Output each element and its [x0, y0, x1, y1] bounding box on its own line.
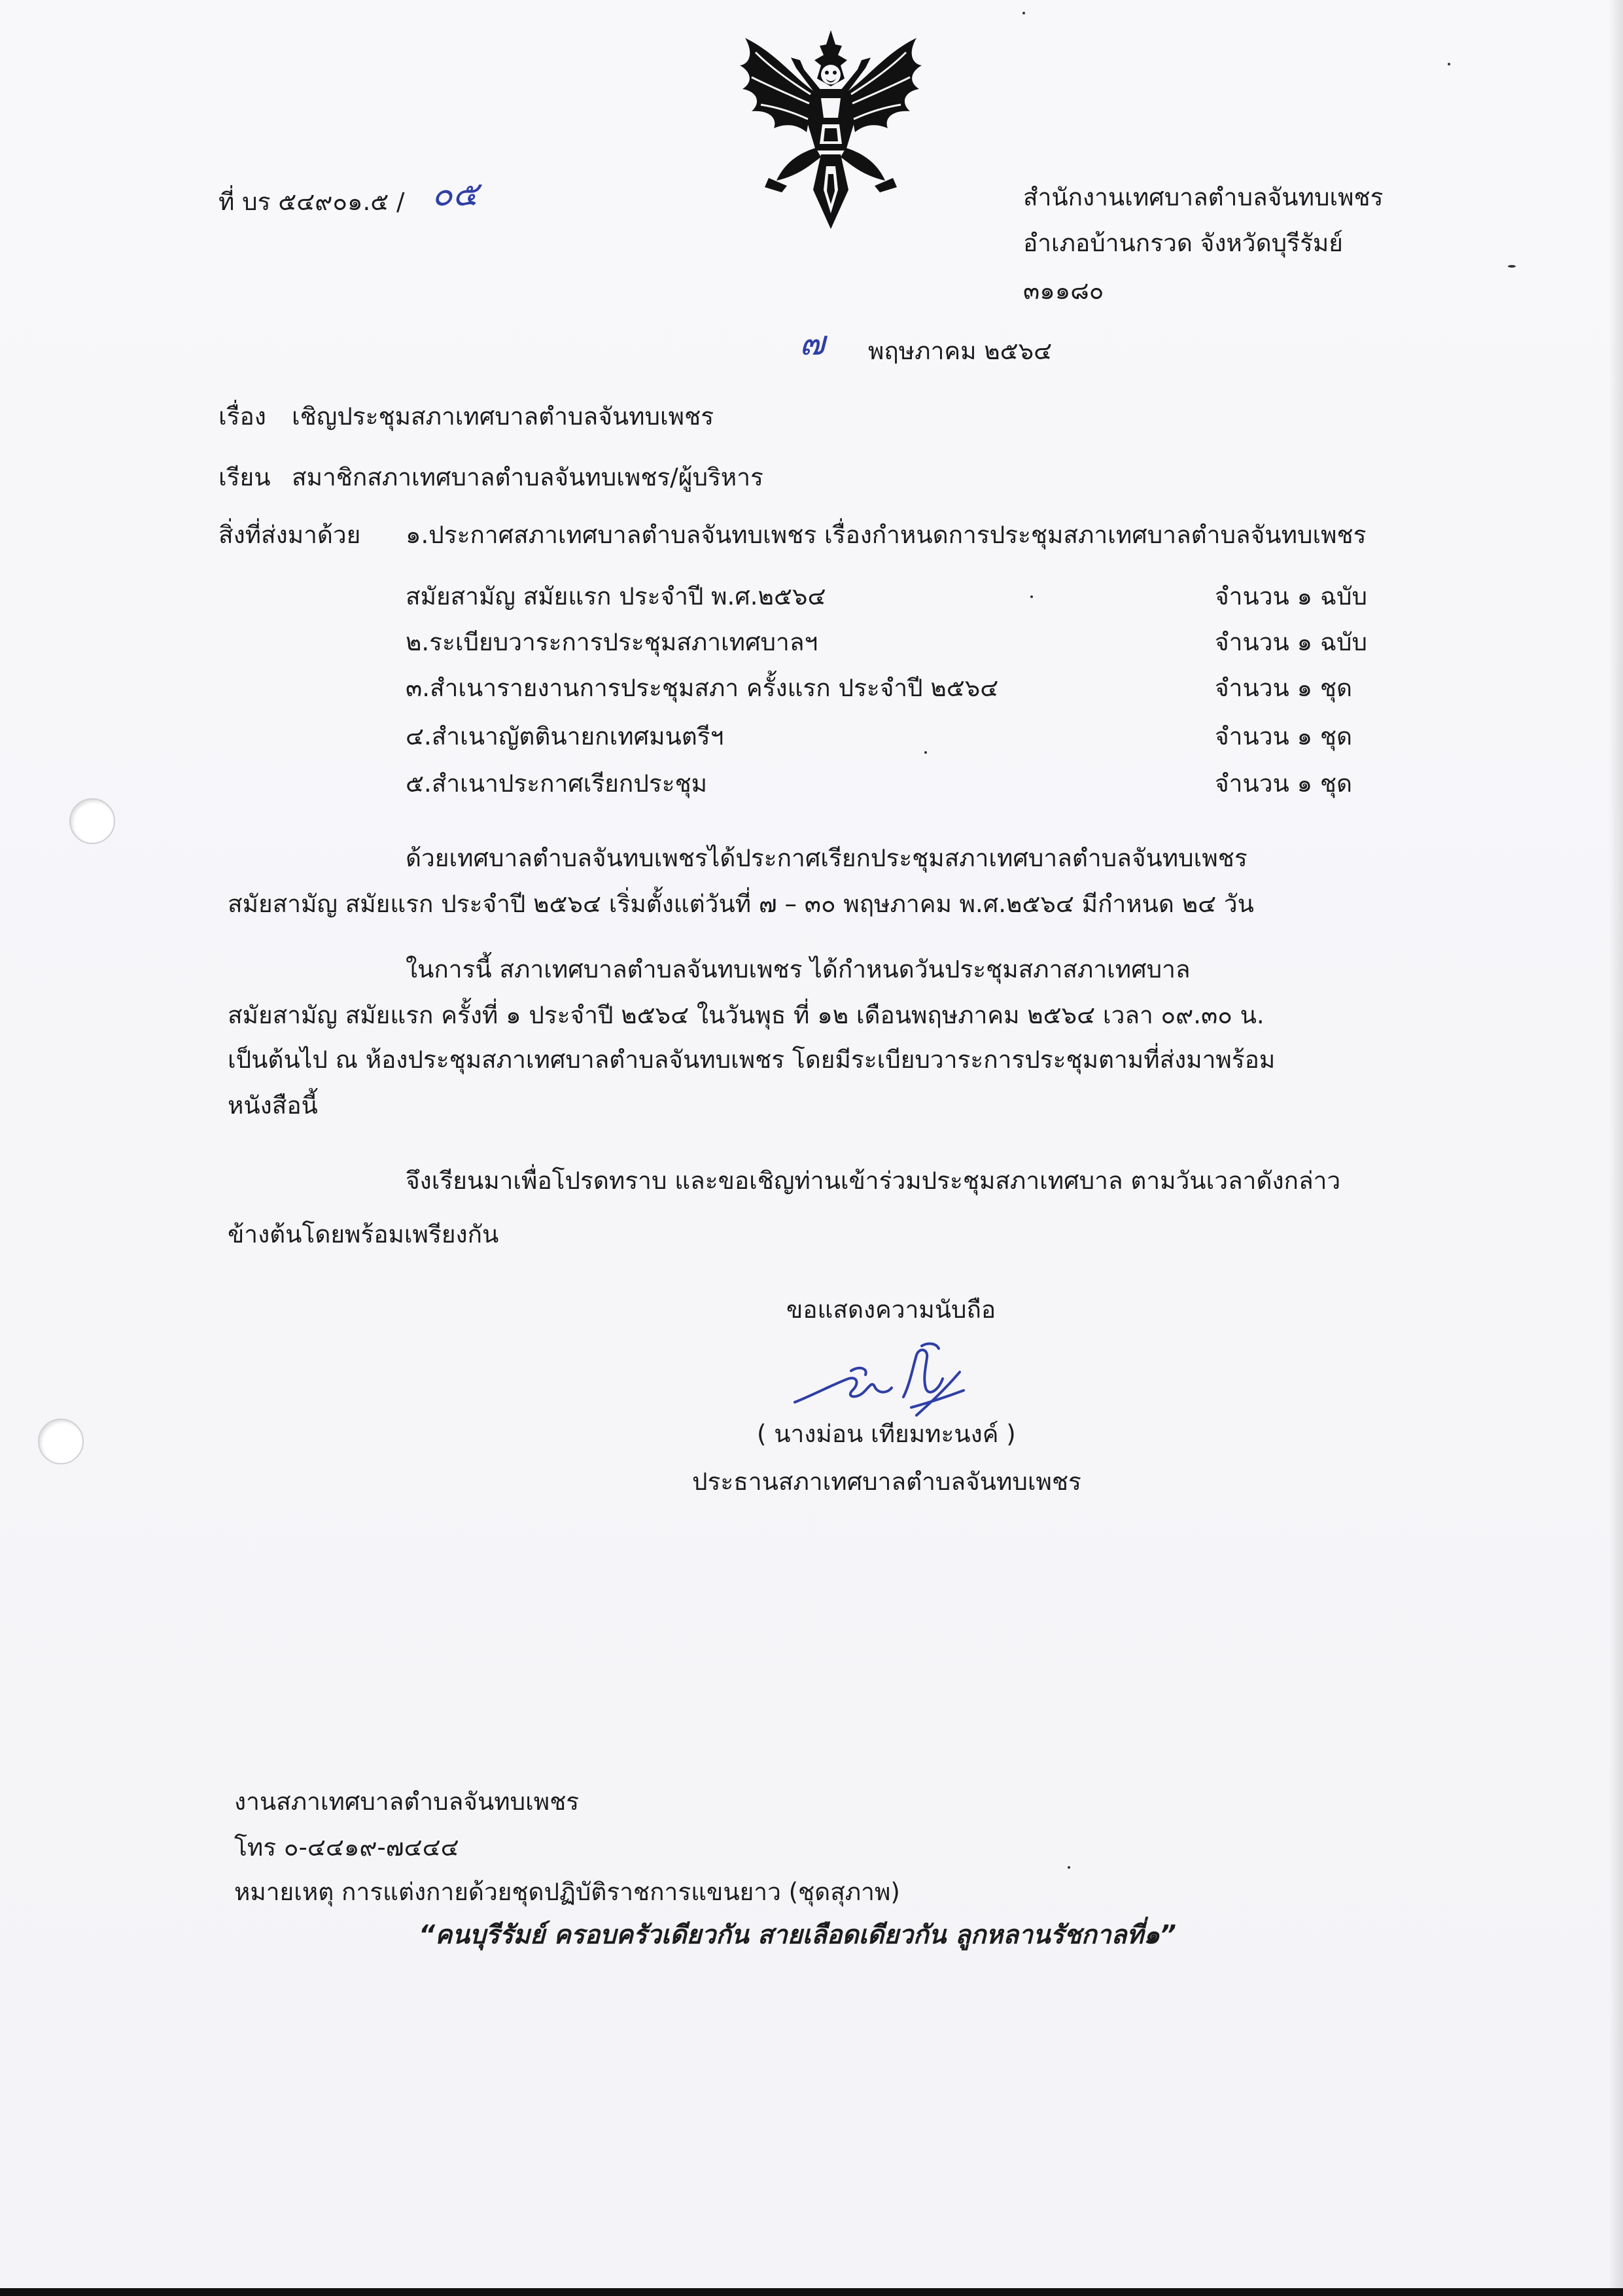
- body-paragraph-3-line-1: จึงเรียนมาเพื่อโปรดทราบ และขอเชิญท่านเข้าร่วมประชุมสภาเทศบาล ตามวันเวลาดังกล่าว: [406, 1167, 1341, 1195]
- enclosure-item-4: ๔.สำเนาญัตตินายกเทศมนตรีฯ: [406, 722, 724, 751]
- signer-position: ประธานสภาเทศบาลตำบลจันทบเพชร: [692, 1468, 1081, 1496]
- enclosure-item-3: ๓.สำเนารายงานการประชุมสภา ครั้งแรก ประจำปี ๒๕๖๔: [406, 674, 999, 702]
- enclosure-item-2: ๒.ระเบียบวาระการประชุมสภาเทศบาลฯ: [406, 628, 818, 656]
- scan-speck: [1508, 265, 1516, 268]
- body-paragraph-2-line-2: สมัยสามัญ สมัยแรก ครั้งที่ ๑ ประจำปี ๒๕๖๔ ในวันพุธ ที่ ๑๒ เดือนพฤษภาคม ๒๕๖๔ เวลา ๐๙.๓๐ น.: [228, 1001, 1265, 1029]
- scan-speck: [924, 751, 927, 754]
- enclosures-label: สิ่งที่ส่งมาด้วย: [218, 521, 361, 549]
- scan-speck: [1030, 595, 1033, 598]
- signer-name: ( นางม่อน เทียมทะนงค์ ): [757, 1420, 1016, 1448]
- enclosure-item-4-quantity: จำนวน ๑ ชุด: [1215, 722, 1352, 751]
- enclosure-item-2-quantity: จำนวน ๑ ฉบับ: [1215, 628, 1368, 656]
- office-district: อำเภอบ้านกรวด จังหวัดบุรีรัมย์: [1023, 229, 1343, 257]
- body-paragraph-1-line-1: ด้วยเทศบาลตำบลจันทบเพชรได้ประกาศเรียกประชุมสภาเทศบาลตำบลจันทบเพชร: [406, 844, 1248, 872]
- reference-number: ที่ บร ๕๔๙๐๑.๕ /: [218, 188, 405, 216]
- scan-bottom-edge: [0, 2288, 1623, 2296]
- subject-label: เรื่อง: [218, 402, 266, 431]
- signature-icon: [788, 1332, 978, 1423]
- enclosure-item-1-continued: สมัยสามัญ สมัยแรก ประจำปี พ.ศ.๒๕๖๔: [406, 582, 826, 610]
- punch-hole: [69, 798, 115, 844]
- enclosure-item-1-quantity: จำนวน ๑ ฉบับ: [1215, 582, 1368, 610]
- date-month-year: พฤษภาคม ๒๕๖๔: [868, 337, 1053, 365]
- office-postcode: ๓๑๑๘๐: [1023, 277, 1104, 305]
- office-name: สำนักงานเทศบาลตำบลจันทบเพชร: [1023, 183, 1384, 211]
- body-paragraph-2-line-1: ในการนี้ สภาเทศบาลตำบลจันทบเพชร ได้กำหนดวันประชุมสภาสภาเทศบาล: [406, 955, 1191, 983]
- scan-speck: [1022, 12, 1025, 14]
- footer-unit: งานสภาเทศบาลตำบลจันทบเพชร: [234, 1788, 580, 1816]
- footer-motto: “คนบุรีรัมย์ ครอบครัวเดียวกัน สายเลือดเดียวกัน ลูกหลานรัชกาลที่๑”: [419, 1920, 1176, 1950]
- garuda-emblem-icon: [723, 26, 939, 242]
- body-paragraph-3-line-2: ข้างต้นโดยพร้อมเพรียงกัน: [228, 1220, 499, 1248]
- reference-number-handwritten: ๐๕: [432, 175, 479, 214]
- recipient-text: สมาชิกสภาเทศบาลตำบลจันทบเพชร/ผู้บริหาร: [292, 463, 763, 491]
- scan-speck: [1448, 63, 1450, 65]
- enclosure-item-3-quantity: จำนวน ๑ ชุด: [1215, 674, 1352, 702]
- page-edge-shadow: [1609, 0, 1623, 2296]
- punch-hole: [38, 1419, 84, 1464]
- footer-phone: โทร ๐-๔๔๑๙-๗๔๔๔: [234, 1833, 459, 1862]
- enclosure-item-5-quantity: จำนวน ๑ ชุด: [1215, 769, 1352, 798]
- enclosure-item-5: ๕.สำเนาประกาศเรียกประชุม: [406, 769, 708, 798]
- body-paragraph-2-line-3: เป็นต้นไป ณ ห้องประชุมสภาเทศบาลตำบลจันทบเพชร โดยมีระเบียบวาระการประชุมตามที่ส่งมาพร้อม: [228, 1046, 1276, 1074]
- body-paragraph-1-line-2: สมัยสามัญ สมัยแรก ประจำปี ๒๕๖๔ เริ่มตั้งแต่วันที่ ๗ – ๓๐ พฤษภาคม พ.ศ.๒๕๖๔ มีกำหนด ๒๔ วัน: [228, 890, 1254, 918]
- date-day-handwritten: ๗: [799, 324, 826, 363]
- subject-text: เชิญประชุมสภาเทศบาลตำบลจันทบเพชร: [292, 402, 714, 431]
- recipient-label: เรียน: [218, 463, 271, 491]
- body-paragraph-2-line-4: หนังสือนี้: [228, 1091, 318, 1120]
- footer-dress-note: หมายเหตุ การแต่งกายด้วยชุดปฏิบัติราชการแขนยาว (ชุดสุภาพ): [234, 1878, 900, 1906]
- scan-speck: [1068, 1866, 1070, 1869]
- closing-regards: ขอแสดงความนับถือ: [786, 1296, 996, 1324]
- enclosure-item-1: ๑.ประกาศสภาเทศบาลตำบลจันทบเพชร เรื่องกำหนดการประชุมสภาเทศบาลตำบลจันทบเพชร: [406, 521, 1367, 549]
